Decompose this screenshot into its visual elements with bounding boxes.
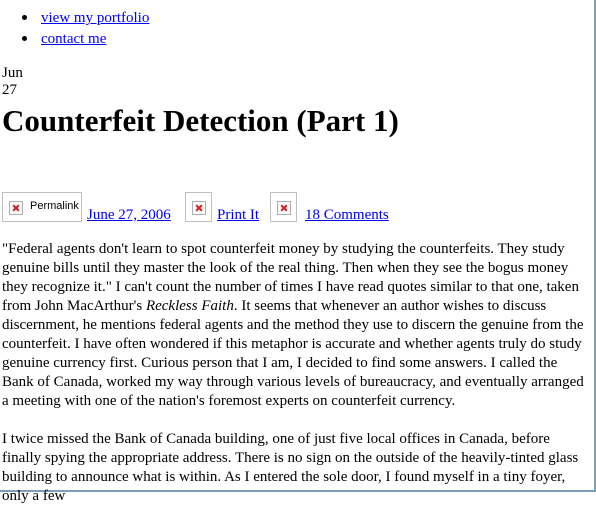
post-content: [2, 240, 588, 525]
post-paragraph: I twice missed the Bank of Canada building, one of just five local offices in Canada, before finally spying the appropriate address. There is no sign on the outside of the heavily-tinted glass building to announce what is within. As I entered the sole door, I found myself in a tiny foyer, only a few: [2, 431, 579, 504]
broken-image-icon: [9, 201, 23, 215]
permalink-alt-text: Permalink: [30, 200, 79, 212]
top-nav: [22, 8, 149, 50]
view-portfolio-link[interactable]: view my portfolio: [41, 10, 150, 26]
book-title: Reckless Faith: [145, 298, 234, 314]
print-it-link[interactable]: Print It: [217, 207, 260, 223]
nav-item-contact: [22, 29, 149, 50]
paragraph-text: . It seems that whenever an author wishes to discuss discernment, he mentions federal agents and the method they use to discern the genuine from the counterfeit. I have often wondered if this metaphor is accurate and whether agents truly do study genuine currency first. Curious person that I am, I decided to find some answers. I called the Bank of Canada, worked my way through various levels of bureaucracy, and eventually arranged a meeting with one of the nation's foremost experts on counterfeit currency.: [2, 298, 584, 409]
broken-image-icon: [192, 201, 206, 215]
post-date-month: Jun: [2, 65, 23, 81]
post-date-link[interactable]: June 27, 2006: [87, 207, 171, 223]
permalink-button[interactable]: [2, 192, 82, 222]
nav-item-portfolio: [22, 8, 149, 29]
comments-icon-button[interactable]: [270, 192, 297, 222]
post-title: Counterfeit Detection (Part 1): [2, 103, 399, 138]
print-icon-button[interactable]: [185, 192, 212, 222]
contact-me-link[interactable]: contact me: [41, 31, 107, 47]
post-paragraph: [2, 240, 588, 411]
post-date-day: 27: [2, 82, 17, 98]
post-meta-row: [2, 192, 592, 226]
paragraph-text: "Federal agents don't learn to spot counterfeit money by studying the counterfeits. They study genuine bills until they master the look of the real thing. Then when they see the bogus money they recognize it." I can't count the number of times I have read quotes similar to that one, taken from John MacArthur's: [2, 241, 579, 314]
broken-image-icon: [277, 201, 291, 215]
comments-link[interactable]: 18 Comments: [305, 207, 389, 223]
